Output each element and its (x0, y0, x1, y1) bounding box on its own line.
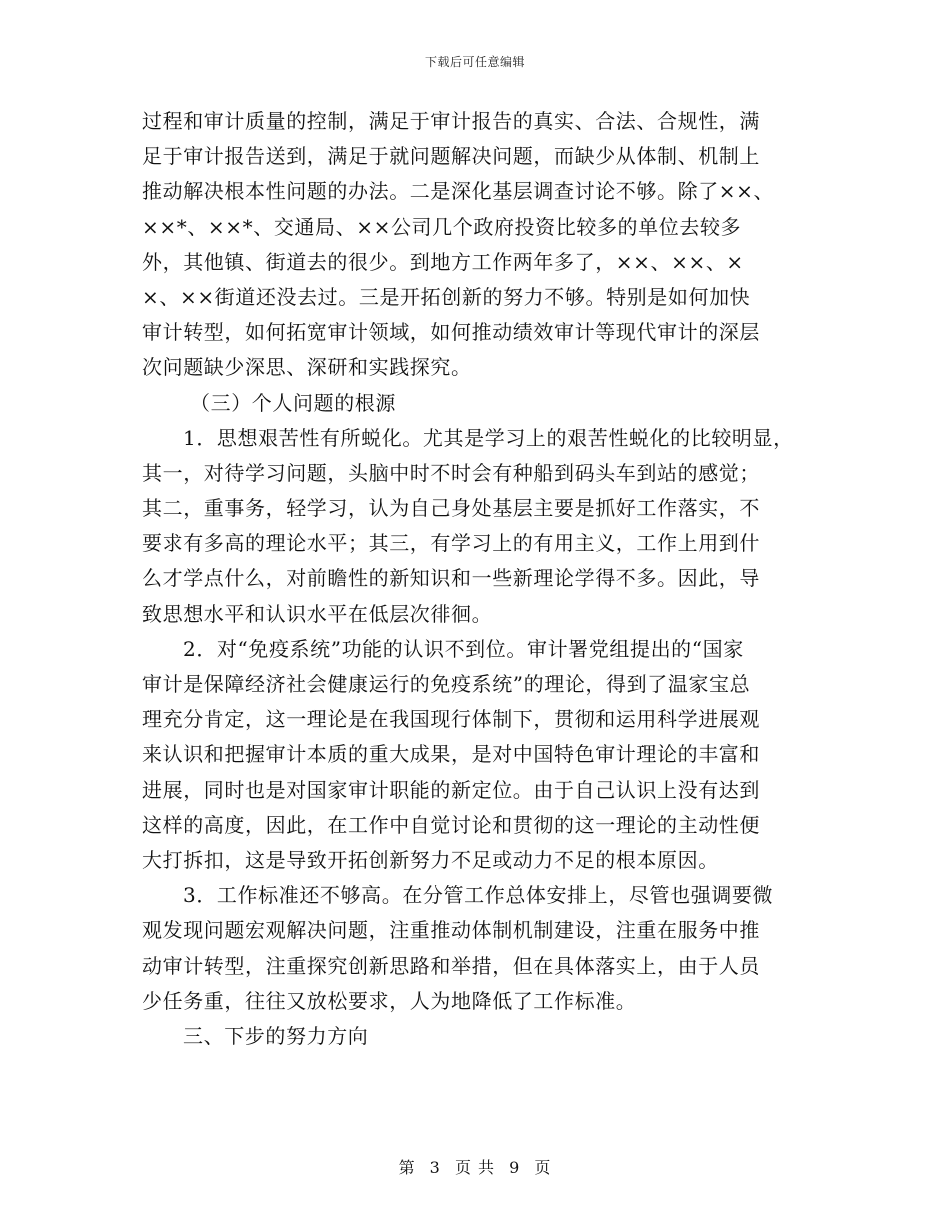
paragraph-line: ×、××街道还没去过。三是开拓创新的努力不够。特别是如何加快 (142, 284, 751, 309)
section-heading: 三、下步的努力方向 (183, 1023, 369, 1048)
paragraph-line: 大打拆扣，这是导致开拓创新努力不足或动力不足的根本原因。 (142, 847, 719, 872)
paragraph-line: 足于审计报告送到，满足于就问题解决问题，而缺少从体制、机制上 (142, 144, 760, 169)
paragraph-line: 1．思想艰苦性有所蜕化。尤其是学习上的艰苦性蜕化的比较明显， (183, 425, 794, 450)
paragraph-line: 过程和审计质量的控制，满足于审计报告的真实、合法、合规性，满 (142, 109, 760, 133)
paragraph-line: 推动解决根本性问题的办法。二是深化基层调查讨论不够。除了××、 (142, 179, 775, 204)
paragraph-line: ××*、××*、交通局、××公司几个政府投资比较多的单位去较多 (142, 214, 742, 239)
paragraph-line: 其一，对待学习问题，头脑中时不时会有种船到码头车到站的感觉； (142, 460, 760, 485)
page-footer (0, 1155, 950, 1178)
paragraph-line: 外，其他镇、街道去的很少。到地方工作两年多了，××、××、× (142, 249, 744, 274)
paragraph-line: 审计是保障经济社会健康运行的免疫系统”的理论，得到了温家宝总 (142, 672, 751, 696)
paragraph-line: 审计转型，如何拓宽审计领域，如何推动绩效审计等现代审计的深层 (142, 320, 760, 345)
footer-middle: 页 共 (454, 1158, 496, 1177)
paragraph-line: 观发现问题宏观解决问题，注重推动体制机制建设，注重在服务中推 (142, 918, 760, 943)
total-pages-number: 9 (509, 1158, 521, 1177)
current-page-number: 3 (429, 1158, 441, 1177)
paragraph-line: 这样的高度，因此，在工作中自觉讨论和贯彻的这一理论的主动性便 (142, 812, 760, 837)
paragraph-line: 3．工作标准还不够高。在分管工作总体安排上，尽管也强调要微 (183, 883, 774, 908)
paragraph-line: 么才学点什么，对前瞻性的新知识和一些新理论学得不多。因此，导 (142, 566, 760, 591)
paragraph-line: 次问题缺少深思、深研和实践探究。 (142, 355, 472, 380)
paragraph-line: 动审计转型，注重探究创新思路和举措，但在具体落实上，由于人员 (142, 953, 760, 978)
section-heading: （三）个人问题的根源 (190, 390, 396, 415)
paragraph-line: 进展，同时也是对国家审计职能的新定位。由于自己认识上没有达到 (142, 777, 760, 802)
paragraph-line: 其二，重事务，轻学习，认为自己身处基层主要是抓好工作落实，不 (142, 496, 760, 521)
paragraph-line: 致思想水平和认识水平在低层次徘徊。 (142, 601, 493, 626)
paragraph-line: 要求有多高的理论水平；其三，有学习上的有用主义，工作上用到什 (142, 531, 760, 556)
paragraph-line: 2．对“免疫系统”功能的认识不到位。审计署党组提出的“国家 (183, 636, 744, 661)
footer-suffix: 页 (534, 1158, 552, 1177)
footer-prefix: 第 (398, 1158, 416, 1177)
paragraph-line: 来认识和把握审计本质的重大成果，是对中国特色审计理论的丰富和 (142, 742, 760, 767)
paragraph-line: 少任务重，往往又放松要求，人为地降低了工作标准。 (142, 988, 637, 1013)
paragraph-line: 理充分肯定，这一理论是在我国现行体制下，贯彻和运用科学进展观 (142, 707, 760, 732)
document-body (142, 104, 822, 1054)
download-note: 下载后可任意编辑 (424, 55, 525, 69)
